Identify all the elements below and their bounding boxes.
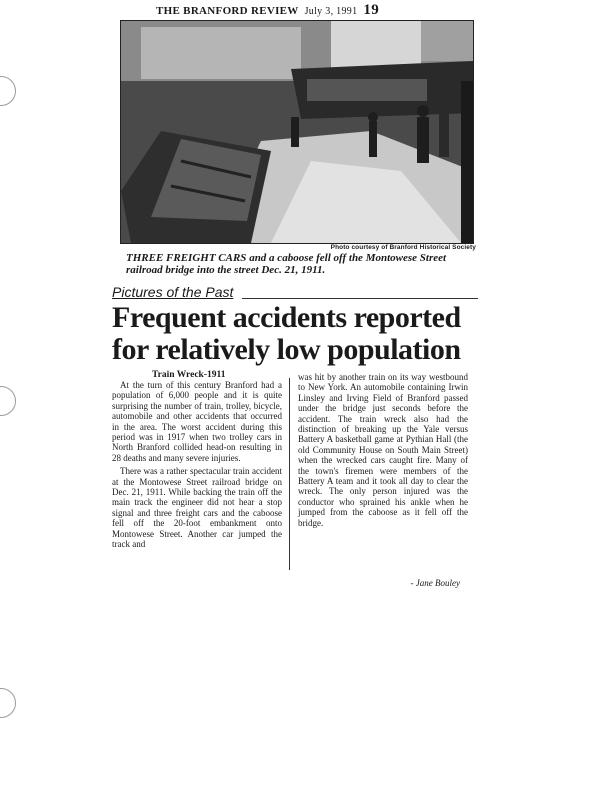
article-subhead: Train Wreck-1911 <box>152 370 226 380</box>
binder-hole-top <box>0 76 16 106</box>
caption-lead: THREE FREIGHT CARS <box>126 252 247 264</box>
newspaper-clipping <box>112 0 484 595</box>
newspaper-name: THE BRANFORD REVIEW <box>156 5 299 17</box>
issue-date: July 3, 1991 <box>304 6 358 17</box>
byline: - Jane Bouley <box>410 578 460 588</box>
headline-line-1: Frequent accidents reported <box>112 301 461 334</box>
article-column-right <box>298 372 468 531</box>
binder-hole-middle <box>0 386 16 416</box>
photo-credit: Photo courtesy of Branford Historical Society <box>330 244 476 251</box>
paragraph: was hit by another train on its way westbound to New York. An automobile containing Irwin Linsley and Irving Field of Branford passed under the bridge just seconds before the accident. The train wreck also had the distinction of breaking up the Yale versus Battery A basketball game at Pythian Hall (the old Community House on South Main Street) when the wrecked cars caught fire. Many of the town's firemen were members of the Battery A team and it took all day to clear the wreck. The only person injured was the conductor who sprained his ankle when he jumped from the caboose as it fell off the bridge. <box>298 372 468 528</box>
train-wreck-photo <box>120 20 474 244</box>
page-number: 19 <box>363 2 379 18</box>
masthead <box>156 2 379 18</box>
paragraph: At the turn of this century Branford had a population of 6,000 people and it is quite surprising the number of train, trolley, bicycle, automobile and other accidents that occurred in the area. The worst accident during this period was in 1917 when two trolley cars in North Branford collided head-on resulting in 28 deaths and many severe injuries. <box>112 380 282 463</box>
section-kicker: Pictures of the Past <box>112 284 234 300</box>
headline <box>112 302 484 366</box>
photo-illustration <box>121 21 473 243</box>
binder-hole-bottom <box>0 688 16 718</box>
column-divider <box>289 378 290 570</box>
photo-caption <box>126 252 460 276</box>
headline-line-2: for relatively low population <box>112 333 461 366</box>
article-column-left <box>112 380 282 553</box>
paragraph: There was a rather spectacular train accident at the Montowese Street railroad bridge on Dec. 21, 1911. While backing the train off the main track the engineer did not hear a stop signal and three freight cars and the caboose fell off the 20-foot embankment onto Montowese Street. Another car jumped the track and <box>112 466 282 550</box>
kicker-rule <box>242 298 478 299</box>
caption-text: and a caboose fell off the Montowese Street railroad bridge into the street Dec. 21, 1911. <box>126 252 447 276</box>
